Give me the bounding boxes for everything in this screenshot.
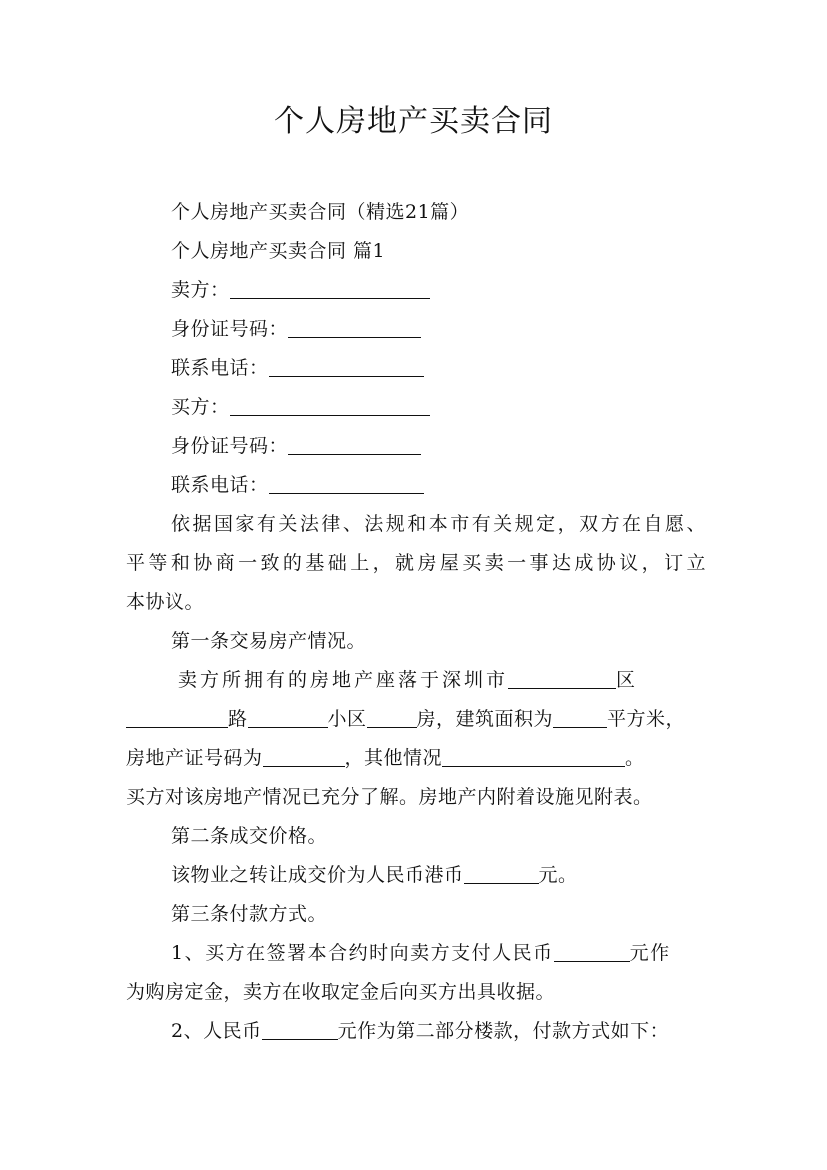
cert-label: 房地产证号码为 (126, 747, 263, 769)
community-blank (248, 707, 328, 728)
cert-blank (263, 746, 345, 767)
buyer-name-blank (230, 395, 430, 416)
article-3-item-1-line-2: 为购房定金，卖方在收取定金后向买方出具收据。 (126, 981, 556, 1003)
seller-id-row (171, 316, 706, 342)
seller-phone-row (171, 355, 706, 381)
article-2-text (171, 862, 706, 888)
seller-name-row (171, 277, 706, 303)
buyer-label: 买方： (171, 396, 230, 418)
seller-phone-blank (269, 356, 424, 377)
area-label: 房，建筑面积为 (416, 708, 554, 730)
buyer-phone-row (171, 472, 706, 498)
deposit-label: 1、买方在签署本合约时向卖方支付人民币 (171, 942, 554, 964)
chapter-heading: 个人房地产买卖合同 篇1 (171, 240, 386, 262)
second-payment-text: 元作为第二部分楼款，付款方式如下： (337, 1020, 670, 1042)
district-blank (508, 668, 616, 689)
seller-id-label: 身份证号码： (171, 318, 289, 340)
other-blank (442, 746, 625, 767)
article-1-line-1 (178, 667, 706, 693)
article-1-line-4: 买方对该房地产情况已充分了解。房地产内附着设施见附表。 (126, 786, 653, 808)
seller-id-blank (288, 317, 421, 338)
article-3-item-2 (171, 1018, 706, 1044)
buyer-id-label: 身份证号码： (171, 435, 289, 457)
road-label: 路 (228, 708, 248, 730)
document-title: 个人房地产买卖合同 (274, 104, 553, 139)
preamble-line-3: 本协议。 (126, 591, 205, 613)
other-label: ，其他情况 (344, 747, 443, 769)
article-1-text-a: 卖方所拥有的房地产座落于深圳市 (178, 669, 509, 691)
deposit-unit: 元作 (629, 942, 671, 964)
area-blank (553, 707, 607, 728)
other-period: 。 (625, 747, 645, 769)
price-blank (464, 863, 539, 884)
seller-label: 卖方： (171, 279, 230, 301)
article-3-heading: 第三条付款方式。 (171, 903, 328, 925)
article-1-heading: 第一条交易房产情况。 (171, 630, 367, 652)
road-blank (126, 707, 228, 728)
buyer-id-blank (288, 434, 421, 455)
article-1-text-b: 区 (616, 669, 639, 691)
preamble-line-1: 依据国家有关法律、法规和本市有关规定，双方在自愿、 (171, 513, 706, 535)
article-2-heading: 第二条成交价格。 (171, 825, 328, 847)
buyer-phone-blank (269, 473, 424, 494)
second-payment-label: 2、人民币 (171, 1020, 262, 1042)
buyer-phone-label: 联系电话： (171, 474, 269, 496)
article-1-line-2 (126, 706, 706, 732)
price-unit: 元。 (538, 864, 578, 886)
second-payment-blank (262, 1019, 338, 1040)
seller-name-blank (230, 278, 430, 299)
article-3-item-1 (171, 940, 706, 966)
area-unit: 平方米， (607, 708, 686, 730)
buyer-name-row (171, 394, 706, 420)
room-blank (367, 707, 417, 728)
deposit-blank (554, 941, 630, 962)
buyer-id-row (171, 433, 706, 459)
price-label: 该物业之转让成交价为人民币港币 (171, 864, 464, 886)
article-1-line-3 (126, 745, 706, 771)
community-label: 小区 (327, 708, 367, 730)
seller-phone-label: 联系电话： (171, 357, 269, 379)
document-subtitle: 个人房地产买卖合同（精选21篇） (171, 201, 470, 223)
preamble-line-2: 平等和协商一致的基础上，就房屋买卖一事达成协议，订立 (126, 552, 706, 574)
